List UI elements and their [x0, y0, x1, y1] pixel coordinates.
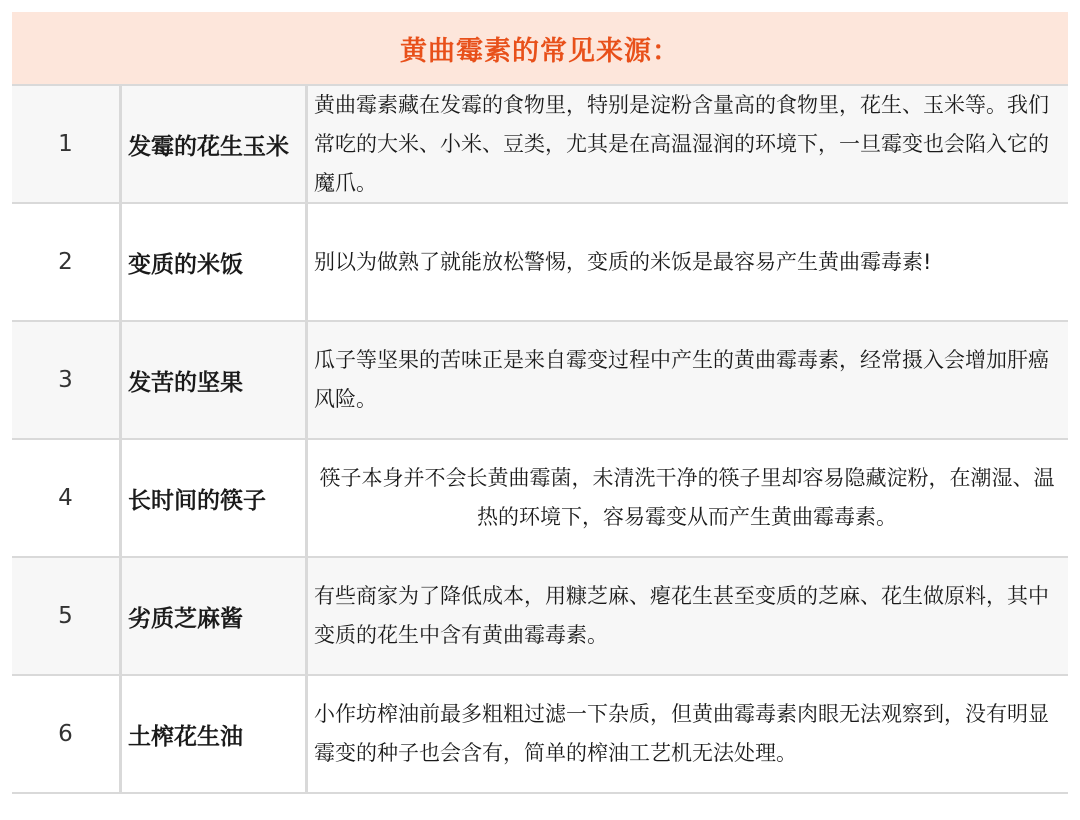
source-description: 小作坊榨油前最多粗粗过滤一下杂质，但黄曲霉毒素肉眼无法观察到，没有明显霉变的种子也会含有，简单的榨油工艺机无法处理。 — [314, 702, 1049, 765]
table-title: 黄曲霉素的常见来源： — [400, 35, 680, 67]
source-description-cell — [308, 86, 1068, 202]
row-number: 3 — [12, 322, 122, 438]
source-name: 发霉的花生玉米 — [122, 86, 308, 202]
row-number: 1 — [12, 86, 122, 202]
table-row — [12, 676, 1068, 794]
row-number: 6 — [12, 676, 122, 792]
table-title-row — [12, 12, 1068, 86]
source-description: 瓜子等坚果的苦味正是来自霉变过程中产生的黄曲霉毒素，经常摄入会增加肝癌风险。 — [314, 348, 1049, 411]
source-description: 有些商家为了降低成本，用糠芝麻、瘪花生甚至变质的芝麻、花生做原料，其中变质的花生中含有黄曲霉毒素。 — [314, 584, 1049, 647]
table-row — [12, 204, 1068, 322]
source-description-cell — [308, 322, 1068, 438]
table-row — [12, 440, 1068, 558]
aflatoxin-sources-table — [12, 12, 1068, 808]
source-description: 别以为做熟了就能放松警惕，变质的米饭是最容易产生黄曲霉毒素! — [314, 249, 932, 274]
row-number: 5 — [12, 558, 122, 674]
source-description-cell — [308, 204, 1068, 320]
source-description: 黄曲霉素藏在发霉的食物里，特别是淀粉含量高的食物里，花生、玉米等。我们常吃的大米、小米、豆类，尤其是在高温湿润的环境下，一旦霉变也会陷入它的魔爪。 — [314, 92, 1049, 195]
source-description-cell — [308, 676, 1068, 792]
row-number: 4 — [12, 440, 122, 556]
source-name: 土榨花生油 — [122, 676, 308, 792]
source-name: 劣质芝麻酱 — [122, 558, 308, 674]
row-number: 2 — [12, 204, 122, 320]
source-name: 发苦的坚果 — [122, 322, 308, 438]
table-row — [12, 322, 1068, 440]
source-description-cell — [308, 558, 1068, 674]
source-description: 筷子本身并不会长黄曲霉菌，未清洗干净的筷子里却容易隐藏淀粉，在潮湿、温热的环境下，容易霉变从而产生黄曲霉毒素。 — [319, 466, 1055, 529]
source-name: 长时间的筷子 — [122, 440, 308, 556]
table-row — [12, 86, 1068, 204]
source-name: 变质的米饭 — [122, 204, 308, 320]
source-description-cell — [308, 440, 1068, 556]
table-row — [12, 558, 1068, 676]
table-body — [12, 86, 1068, 794]
